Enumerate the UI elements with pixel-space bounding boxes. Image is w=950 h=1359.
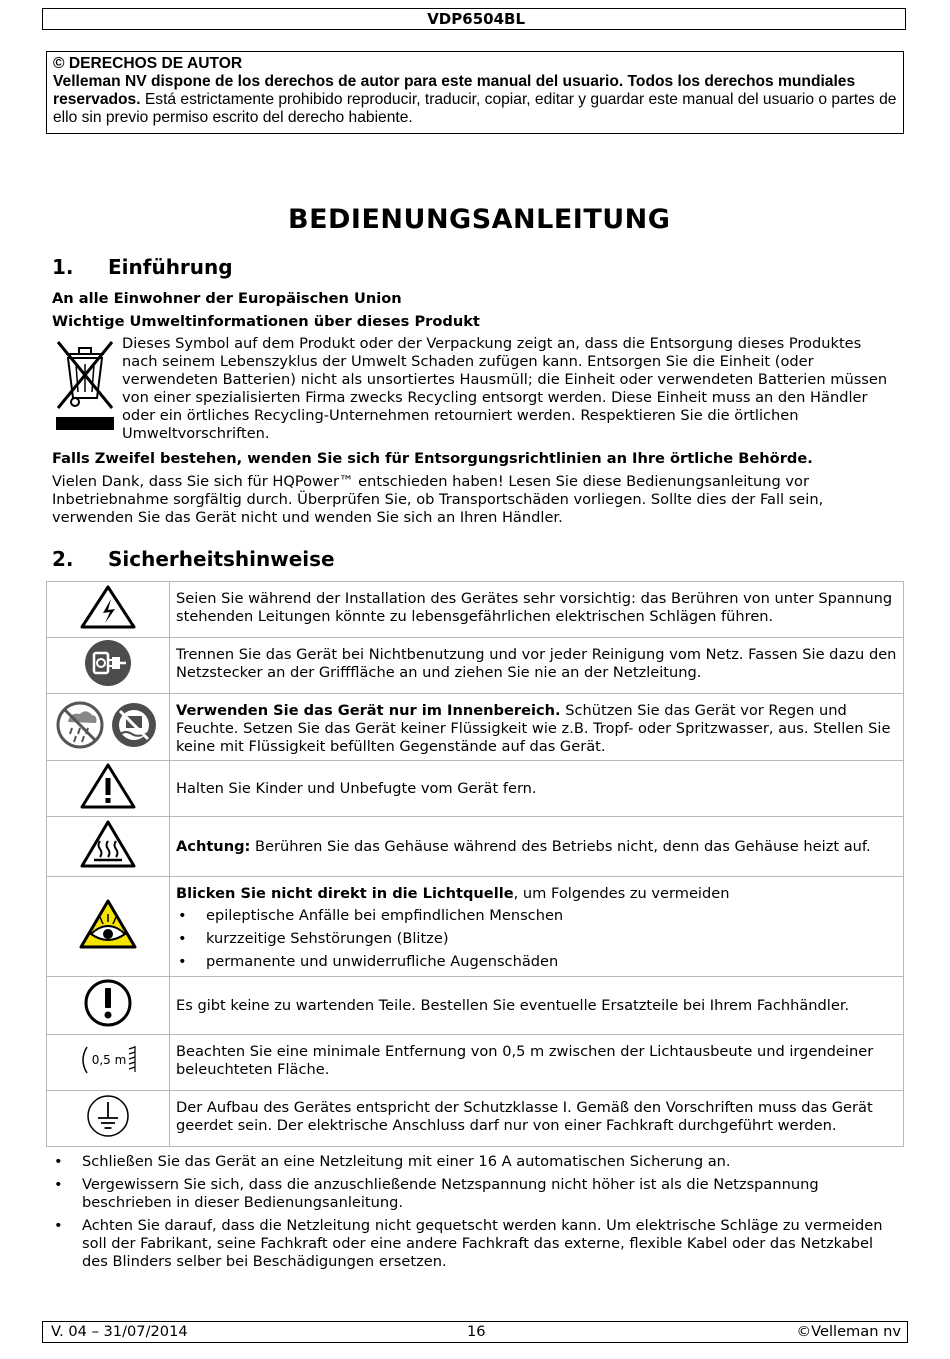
section1-title: Einführung [108, 255, 233, 279]
exclamation-icon [83, 978, 133, 1028]
safety-text-cell [170, 761, 904, 817]
list-item: • kurzzeitige Sehstörungen (Blitze) [176, 930, 897, 948]
safety-bold-text: Verwenden Sie das Gerät nur im Innenbereich. [176, 702, 561, 719]
page-footer [42, 1321, 908, 1343]
page-header [42, 8, 906, 30]
safety-row [47, 638, 904, 694]
list-item: • permanente und unwiderrufliche Augenschäden [176, 953, 897, 971]
safety-text-cell [170, 877, 904, 977]
warning-icon [79, 762, 137, 810]
safety-text: Es gibt keine zu wartenden Teile. Bestellen Sie eventuelle Ersatzteile bei Ihrem Fachhändler. [176, 996, 850, 1014]
page-title: BEDIENUNGSANLEITUNG [288, 204, 671, 235]
footer-version: V. 04 – 31/07/2014 [51, 1323, 188, 1340]
safety-text: Halten Sie Kinder und Unbefugte vom Gerät fern. [176, 779, 537, 797]
copyright-box [46, 51, 904, 134]
list-item: • Achten Sie darauf, dass die Netzleitung nicht gequetscht werden kann. Um elektrische Schläge zu vermeiden soll der Fabrikant, seine Fachkraft oder eine andere Fachkraft das externe, flexible Kabel oder das Netzkabel des Blinders selber bei Beschädigungen ersetzen. [52, 1217, 902, 1271]
lit-surface-icon [127, 1045, 139, 1075]
eye-hazard-list [176, 907, 897, 971]
safety-row [47, 694, 904, 761]
weee-bin-icon [52, 336, 118, 432]
safety-icon-cell [47, 694, 170, 761]
safety-icon-cell [47, 761, 170, 817]
safety-bullet-list [52, 1153, 902, 1276]
safety-icon-cell [47, 817, 170, 877]
safety-text: Schützen Sie das Gerät vor Regen und Feuchte. Setzen Sie das Gerät keiner Flüssigkeit wie z.B. Tropf- oder Spritzwasser, aus. Stellen Sie keine mit Flüssigkeit befüllten Gegenstände auf das Gerät. [176, 702, 891, 755]
section2-title: Sicherheitshinweise [108, 547, 335, 571]
safety-text-cell [170, 582, 904, 638]
footer-brand: ©Velleman nv [796, 1323, 901, 1340]
safety-bold-text: Achtung: [176, 837, 251, 855]
safety-text: Der Aufbau des Gerätes entspricht der Schutzklasse I. Gemäß den Vorschriften muss das Gerät geerdet sein. Der elektrische Anschluss darf nur von einer Fachkraft durchgeführt werden. [176, 1099, 873, 1134]
safety-row [47, 582, 904, 638]
safety-text: Berühren Sie das Gehäuse während des Betriebs nicht, denn das Gehäuse heizt auf. [250, 837, 871, 855]
safety-text: Beachten Sie eine minimale Entfernung von 0,5 m zwischen der Lichtausbeute und irgendeiner beleuchteten Fläche. [176, 1043, 874, 1078]
list-item: • Schließen Sie das Gerät an eine Netzleitung mit einer 16 A automatischen Sicherung an. [52, 1153, 902, 1171]
section2-number: 2. [52, 547, 74, 571]
safety-bold-text: Blicken Sie nicht direkt in die Lichtquelle [176, 885, 514, 902]
safety-row [47, 761, 904, 817]
copyright-body [53, 73, 897, 127]
section1-subheading-env: Wichtige Umweltinformationen über dieses Produkt [52, 313, 480, 330]
copyright-bold-text: Velleman NV dispone de los derechos de autor para este manual del usuario. Todos los derechos mundiales reservados. [53, 73, 856, 108]
safety-row [47, 1035, 904, 1091]
copyright-title: © DERECHOS DE AUTOR [53, 55, 243, 72]
copyright-text: Está estrictamente prohibido reproducir, traducir, copiar, editar y guardar este manual del usuario o partes de ello sin previo permiso escrito del derecho habiente. [53, 91, 897, 126]
list-item: • Vergewissern Sie sich, dass die anzuschließende Netzspannung nicht höher ist als die Netzspannung beschrieben in dieser Bedienungsanleitung. [52, 1176, 902, 1212]
safety-text-cell [170, 1035, 904, 1091]
hot-surface-icon [79, 819, 137, 869]
protective-earth-icon [85, 1093, 131, 1139]
safety-text-cell [170, 1091, 904, 1147]
min-distance-icon [77, 1045, 140, 1075]
safety-text: Trennen Sie das Gerät bei Nichtbenutzung und vor jeder Reinigung vom Netz. Fassen Sie dazu den Netzstecker an der Grifffläche an und ziehen Sie nie an der Netzleitung. [176, 646, 897, 681]
safety-icon-cell [47, 582, 170, 638]
section1-number: 1. [52, 255, 74, 279]
safety-text: , um Folgendes zu vermeiden [513, 885, 730, 902]
safety-icon-cell [47, 1035, 170, 1091]
high-voltage-warning-icon [79, 584, 137, 630]
unplug-icon [84, 639, 132, 687]
distance-label: 0,5 m [91, 1053, 127, 1067]
safety-text: Seien Sie während der Installation des Gerätes sehr vorsichtig: das Berühren von unter Spannung stehenden Leitungen könnte zu lebensgefährlichen elektrischen Schlägen führen. [176, 590, 893, 625]
lamp-lens-icon [77, 1045, 91, 1075]
list-item: • epileptische Anfälle bei empfindlichen Menschen [176, 907, 897, 925]
safety-row [47, 977, 904, 1035]
safety-icon-cell [47, 638, 170, 694]
safety-text-cell [170, 977, 904, 1035]
eye-hazard-icon [79, 898, 137, 950]
section1-heading [52, 255, 233, 279]
doubt-notice: Falls Zweifel bestehen, wenden Sie sich für Entsorgungsrichtlinien an Ihre örtliche Behörde. [52, 450, 813, 467]
section1-subheading-eu: An alle Einwohner der Europäischen Union [52, 290, 402, 307]
model-number: VDP6504BL [427, 10, 525, 28]
indoor-only-icon [56, 700, 160, 755]
safety-table [46, 581, 904, 1147]
footer-page-number: 16 [467, 1323, 486, 1340]
safety-icon-cell [47, 877, 170, 977]
safety-row [47, 1091, 904, 1147]
safety-row [47, 877, 904, 977]
section2-heading [52, 547, 335, 571]
safety-text-cell [170, 638, 904, 694]
weee-text: Dieses Symbol auf dem Produkt oder der Verpackung zeigt an, dass die Entsorgung dieses Produktes nach seinem Lebenszyklus der Umwelt Schaden zufügen kann. Entsorgen Sie die Einheit (oder verwendeten Batterien) nicht als unsortiertes Hausmüll; die Einheit oder verwendeten Batterien müssen von einer spezialisierten Firma zwecks Recycling entsorgt werden. Diese Einheit muss an den Händler oder ein örtliches Recycling-Unternehmen retourniert werden. Respektieren Sie die örtlichen Umweltvorschriften. [122, 335, 888, 442]
thanks-paragraph: Vielen Dank, dass Sie sich für HQPower™ entschieden haben! Lesen Sie diese Bedienungsanleitung vor Inbetriebnahme sorgfältig durch. Überprüfen Sie, ob Transportschäden vorliegen. Sollte dies der Fall sein, verwenden Sie das Gerät nicht und wenden Sie sich an Ihren Händler. [52, 473, 824, 526]
safety-icon-cell [47, 977, 170, 1035]
safety-text-cell [170, 817, 904, 877]
safety-row [47, 817, 904, 877]
safety-icon-cell [47, 1091, 170, 1147]
safety-text-cell [170, 694, 904, 761]
